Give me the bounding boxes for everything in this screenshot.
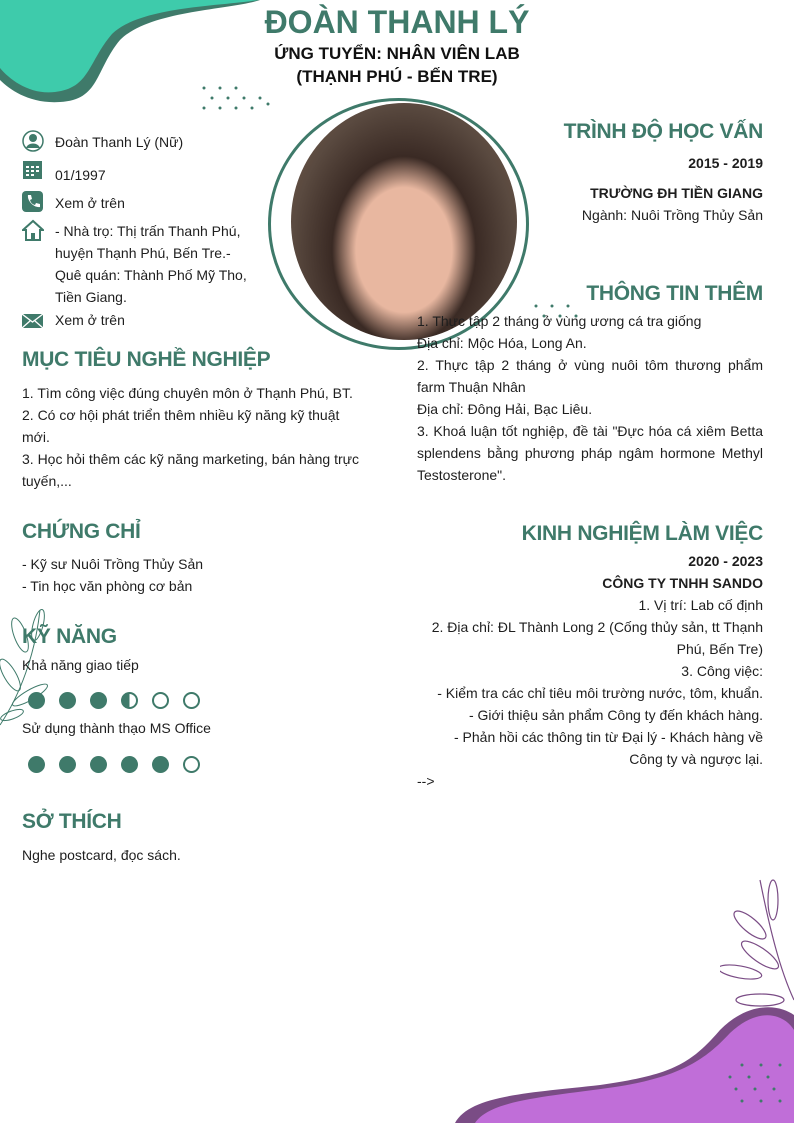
experience-years: 2020 - 2023 [688,553,763,569]
certificate-item: - Kỹ sư Nuôi Trồng Thủy Sản [22,556,204,572]
experience-line: - Kiểm tra các chỉ tiêu môi trường nước, tôm, khuẩn. [437,685,763,701]
position-line-2: (THẠNH PHÚ - BẾN TRE) [296,67,498,86]
rating-dot-empty [183,692,200,709]
calendar-icon [22,158,44,180]
position-line-1: ỨNG TUYỂN: NHÂN VIÊN LAB [274,44,520,63]
contact-email: Xem ở trên [55,312,125,328]
rating-dot-empty [152,692,169,709]
address-line: huyện Thạnh Phú, Bến Tre.- [55,245,231,261]
objective-line: tuyến,... [22,473,72,489]
experience-line: 1. Vị trí: Lab cố định [638,597,763,613]
education-years: 2015 - 2019 [688,155,763,171]
certificates-heading: CHỨNG CHỈ [22,520,141,543]
extra-info-line: Địa chỉ: Mộc Hóa, Long An. [417,335,587,351]
rating-dot-filled [152,756,169,773]
dots-decoration [200,84,272,120]
contact-name: Đoàn Thanh Lý (Nữ) [55,134,184,150]
experience-line: 2. Địa chỉ: ĐL Thành Long 2 (Cống thủy sản, tt Thạnh Phú, Bến Tre) [431,619,763,657]
extra-info-line: 2. Thực tập 2 tháng ở vùng nuôi tôm thương phẩm farm Thuận Nhân [417,357,763,395]
phone-icon [22,191,44,213]
home-icon [22,219,44,241]
contact-address [55,220,247,308]
objective-line: mới. [22,429,50,445]
certificate-item: - Tin học văn phòng cơ bản [22,578,193,594]
education-school: TRƯỜNG ĐH TIỀN GIANG [590,185,763,201]
user-icon [22,130,44,152]
extra-info-line: Địa chỉ: Đông Hải, Bạc Liêu. [417,401,593,417]
address-line: - Nhà trọ: Thị trấn Thanh Phú, [55,223,241,239]
extra-info-heading: THÔNG TIN THÊM [586,282,763,305]
extra-info-line: 1. Thực tập 2 tháng ở vùng ương cá tra giống [417,313,702,329]
experience-line: - Phản hồi các thông tin từ Đại lý - Khách hàng về Công ty và ngược lại. [454,729,763,767]
bottom-right-blob-decoration [450,1005,794,1123]
hobbies-heading: SỞ THÍCH [22,810,122,833]
rating-dot-filled [90,692,107,709]
certificates-list [22,553,203,597]
contact-phone: Xem ở trên [55,195,125,211]
extra-info-text [417,310,763,486]
education-heading: TRÌNH ĐỘ HỌC VẤN [563,120,763,143]
experience-company: CÔNG TY TNHH SANDO [602,575,763,591]
rating-dot-empty [183,756,200,773]
objective-line: 2. Có cơ hội phát triển thêm nhiều kỹ năng kỹ thuật [22,407,340,423]
address-line: Tiền Giang. [55,289,127,305]
objective-line: 3. Học hỏi thêm các kỹ năng marketing, bán hàng trực [22,451,359,467]
address-line: Quê quán: Thành Phố Mỹ Tho, [55,267,247,283]
objective-heading: MỤC TIÊU NGHỀ NGHIỆP [22,348,271,371]
hobbies-text: Nghe postcard, đọc sách. [22,847,181,863]
rating-dot-filled [59,692,76,709]
education-major: Ngành: Nuôi Trồng Thủy Sản [581,207,763,223]
objective-line: 1. Tìm công việc đúng chuyên môn ở Thạnh Phú, BT. [22,385,353,401]
email-icon [22,311,44,333]
rating-dot-filled [28,692,45,709]
skill-name: Khả năng giao tiếp [22,657,139,673]
purple-leaf-decoration [720,870,794,1010]
objective-text [22,382,382,492]
skills-heading: KỸ NĂNG [22,625,117,648]
contact-dob: 01/1997 [55,167,106,183]
trailing-text: --> [417,773,435,789]
candidate-name: ĐOÀN THANH LÝ [264,4,530,40]
experience-block [417,550,763,792]
rating-dot-filled [28,756,45,773]
experience-line: 3. Công việc: [681,663,763,679]
rating-dot-filled [59,756,76,773]
rating-dot-half [121,692,138,709]
extra-info-line: 3. Khoá luận tốt nghiệp, đề tài "Đực hóa cá xiêm Betta splendens bằng phương pháp ngâm hormone Methyl Testosterone". [417,423,763,483]
profile-photo [291,103,517,340]
experience-line: - Giới thiệu sản phẩm Công ty đến khách hàng. [468,707,763,723]
rating-dot-filled [121,756,138,773]
experience-heading: KINH NGHIỆM LÀM VIỆC [521,522,763,545]
rating-dot-filled [90,756,107,773]
skill-name: Sử dụng thành thạo MS Office [22,720,211,736]
